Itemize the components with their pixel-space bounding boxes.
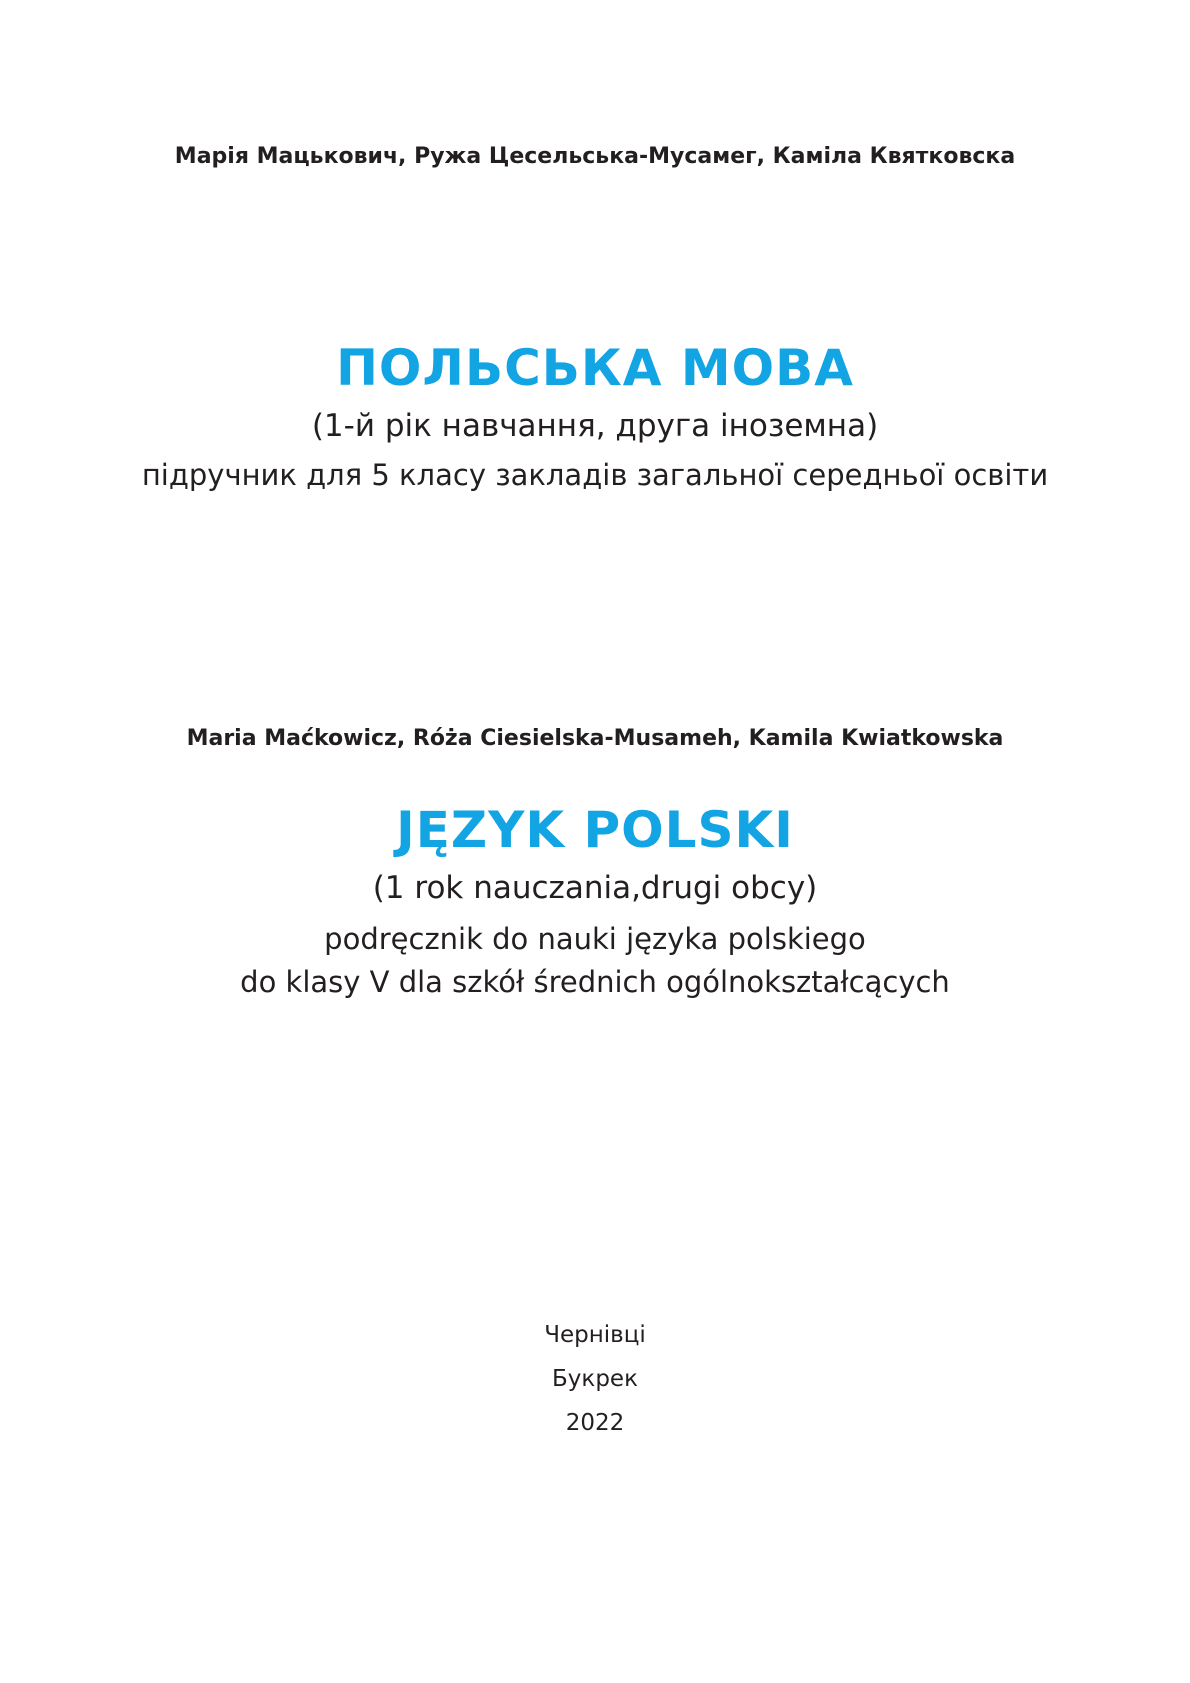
polish-subtitle: (1 rok nauczania,drugi obcy) [372,870,818,906]
imprint-year: 2022 [565,1410,625,1436]
polish-description-line-2: do klasy V dla szkół średnich ogólnokształcących [240,965,950,999]
ukrainian-authors: Марія Мацькович, Ружа Цесельська-Мусамег, Каміла Квятковска [174,144,1016,169]
ukrainian-subtitle: (1-й рік навчання, друга іноземна) [311,408,879,444]
ukrainian-description: підручник для 5 класу закладів загальної середньої освіти [141,458,1049,492]
polish-description-line-1: podręcznik do nauki języka polskiego [324,922,866,956]
polish-authors: Maria Maćkowicz, Róża Ciesielska-Musameh, Kamila Kwiatkowska [186,726,1004,751]
ukrainian-title: ПОЛЬСЬКА МОВА [336,339,854,397]
imprint-city: Чернівці [544,1322,646,1348]
imprint-publisher: Букрек [552,1366,638,1392]
polish-title: JĘZYK POLSKI [396,801,794,859]
